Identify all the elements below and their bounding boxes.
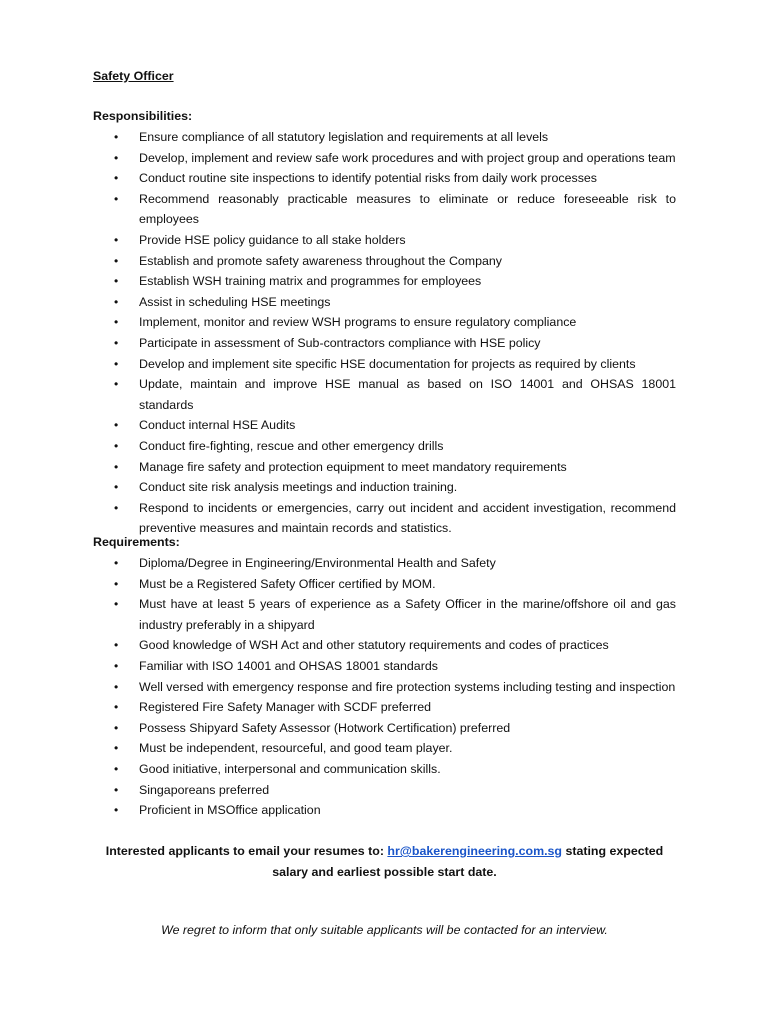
list-item: • Good initiative, interpersonal and communication skills. [0,759,676,780]
list-item: • Implement, monitor and review WSH programs to ensure regulatory compliance [0,312,676,333]
bullet-icon: • [114,356,119,371]
bullet-icon: • [114,191,119,206]
list-item: • Conduct site risk analysis meetings and induction training. [0,477,676,498]
list-item: • Conduct internal HSE Audits [0,415,676,436]
email-link[interactable]: hr@bakerengineering.com.sg [387,844,562,858]
bullet-icon: • [114,418,119,433]
list-item: • Singaporeans preferred [0,780,676,801]
bullet-icon: • [114,253,119,268]
bullet-icon: • [114,150,119,165]
disclaimer-note: We regret to inform that only suitable applicants will be contacted for an interview. [161,923,608,937]
list-item: • Proficient in MSOffice application [0,800,676,821]
list-item: • Well versed with emergency response and fire protection systems including testing and inspection [0,677,676,698]
bullet-icon: • [114,130,119,144]
job-title: Safety Officer [93,69,174,83]
bullet-icon: • [114,679,119,694]
bullet-icon: • [114,500,119,515]
list-item: • Respond to incidents or emergencies, carry out incident and accident investigation, recommend preventive measures and maintain records and statistics. [0,498,676,539]
list-item: • Possess Shipyard Safety Assessor (Hotwork Certification) preferred [0,718,676,739]
list-item: • Manage fire safety and protection equipment to meet mandatory requirements [0,457,676,478]
list-item: • Must be a Registered Safety Officer certified by MOM. [0,574,676,595]
bullet-icon: • [114,232,119,247]
bullet-icon: • [114,658,119,673]
bullet-icon: • [114,459,119,474]
list-item: • Recommend reasonably practicable measures to eliminate or reduce foreseeable risk to employees [0,189,676,230]
list-item: • Develop, implement and review safe work procedures and with project group and operations team [0,148,676,169]
bullet-icon: • [114,556,119,570]
bullet-icon: • [114,803,119,818]
requirements-list [0,553,768,821]
bullet-icon: • [114,576,119,591]
requirements-heading: Requirements: [93,535,180,549]
bullet-icon: • [114,438,119,453]
bullet-icon: • [114,274,119,289]
bullet-icon: • [114,720,119,735]
list-item: • Establish and promote safety awareness throughout the Company [0,251,676,272]
contact-prefix: Interested applicants to email your resumes to: [105,844,388,858]
list-item: • Participate in assessment of Sub-contractors compliance with HSE policy [0,333,676,354]
bullet-icon: • [114,761,119,776]
bullet-icon: • [114,700,119,715]
list-item: • Conduct routine site inspections to identify potential risks from daily work processes [0,168,676,189]
list-item: • Conduct fire-fighting, rescue and other emergency drills [0,436,676,457]
list-item: • Provide HSE policy guidance to all stake holders [0,230,676,251]
responsibilities-heading: Responsibilities: [93,109,193,123]
bullet-icon: • [114,315,119,330]
list-item: • Familiar with ISO 14001 and OHSAS 18001 standards [0,656,676,677]
bullet-icon: • [114,480,119,495]
bullet-icon: • [114,377,119,392]
bullet-icon: • [114,638,119,653]
list-item: • Assist in scheduling HSE meetings [0,292,676,313]
list-item: • Registered Fire Safety Manager with SCDF preferred [0,697,676,718]
bullet-icon: • [114,171,119,186]
bullet-icon: • [114,294,119,309]
bullet-icon: • [114,335,119,350]
bullet-icon: • [114,741,119,756]
list-item: • Diploma/Degree in Engineering/Environmental Health and Safety [0,553,676,574]
bullet-icon: • [114,782,119,797]
list-item: • Update, maintain and improve HSE manual as based on ISO 14001 and OHSAS 18001 standards [0,374,676,415]
bullet-icon: • [114,597,119,612]
list-item: • Establish WSH training matrix and programmes for employees [0,271,676,292]
list-item: • Good knowledge of WSH Act and other statutory requirements and codes of practices [0,635,676,656]
contact-suffix: stating expected salary and earliest possible start date. [272,844,664,879]
list-item: • Must have at least 5 years of experience as a Safety Officer in the marine/offshore oil and gas industry preferably in a shipyard [0,594,676,635]
list-item: • Develop and implement site specific HSE documentation for projects as required by clients [0,354,676,375]
responsibilities-list [0,127,768,539]
list-item: • Ensure compliance of all statutory legislation and requirements at all levels [0,127,676,148]
list-item: • Must be independent, resourceful, and good team player. [0,738,676,759]
contact-instructions [93,841,676,882]
